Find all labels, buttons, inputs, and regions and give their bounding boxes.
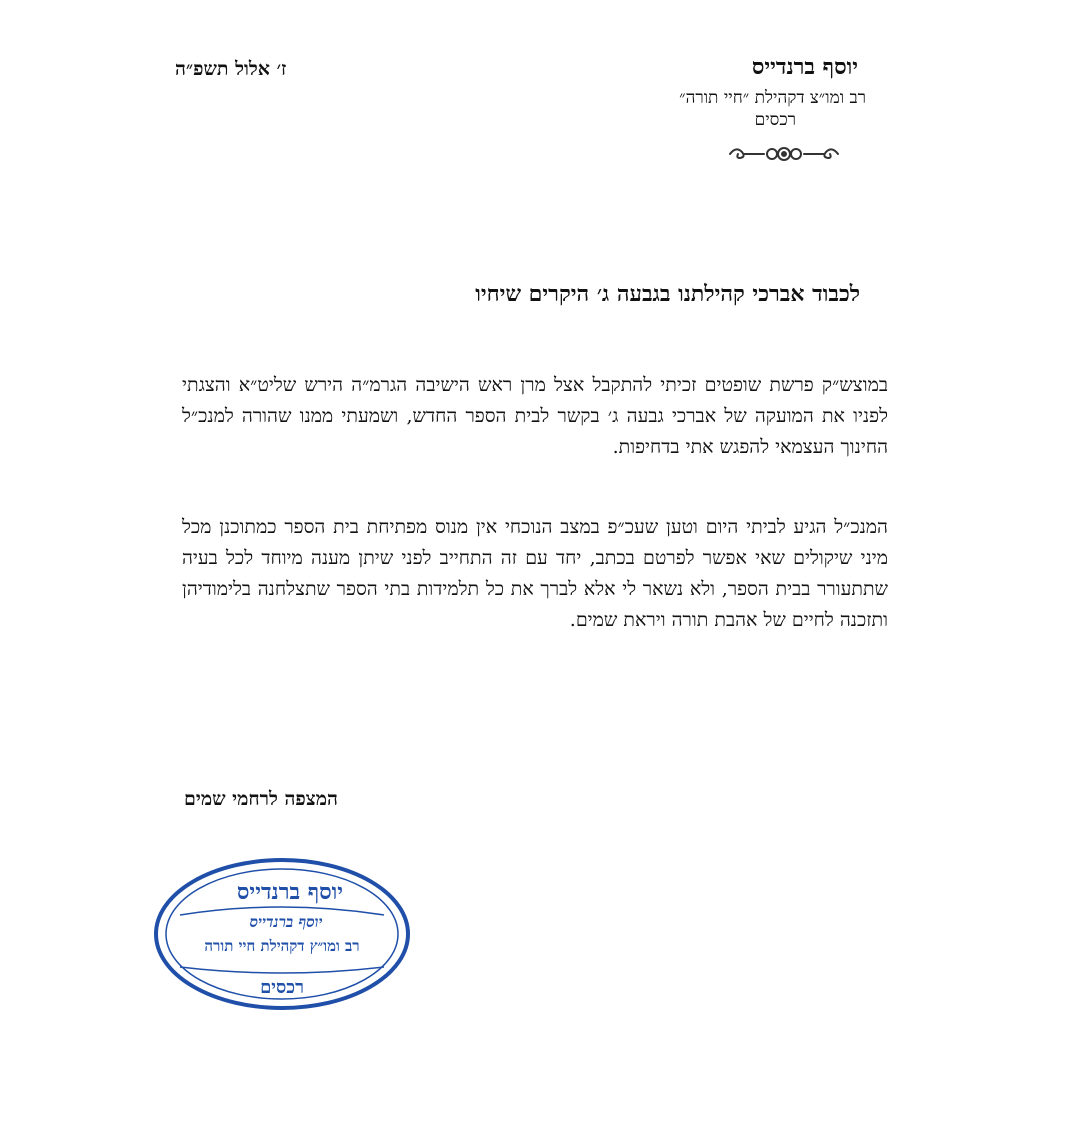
stamp-signature: יוסף ברנדייס [249, 913, 323, 931]
rabbinical-stamp [150, 855, 414, 1013]
letter-date: ז׳ אלול תשפ״ה [175, 58, 287, 80]
stamp-middle-text: רב ומו״ץ דקהילת חיי תורה [204, 937, 360, 955]
letterhead-title: רב ומו״צ דקהילת ״חיי תורה״ [679, 88, 866, 108]
addressee-line: לכבוד אברכי קהילתנו בגבעה ג׳ היקרים שיחיו [475, 281, 860, 307]
closing-line: המצפה לרחמי שמים [184, 788, 338, 810]
body-paragraph: במוצש״ק פרשת שופטים זכיתי להתקבל אצל מרן ראש הישיבה הגרמ״ה הירש שליט״א והצגתי לפניו את המועקה של אברכי גבעה ג׳ בקשר לבית הספר החדש, ושמעתי ממנו שהורה למנכ״ל החינוך העצמאי להפגש אתי בדחיפות. [182, 374, 888, 458]
letterhead-city: רכסים [754, 110, 796, 130]
body-paragraph: המנכ״ל הגיע לביתי היום וטען שעכ״פ במצב הנוכחי אין מנוס מפתיחת בית הספר כמתוכנן מכל מיני שיקולים שאי אפשר לפרטם בכתב, יחד עם זה התחייב לפני שיתן מענה מיוחד לכל בעיה שתתעורר בבית הספר, ולא נשאר לי אלא לברך את כל תלמידות בתי הספר שתצלחנה בלימודיהן ותזכנה לחיים של אהבת תורה ויראת שמים. [182, 516, 888, 631]
scroll-flourish-icon [726, 138, 842, 170]
letterhead-name: יוסף ברנדייס [751, 54, 858, 80]
stamp-bottom-text: רכסים [260, 977, 304, 998]
stamp-top-text: יוסף ברנדייס [236, 879, 344, 905]
